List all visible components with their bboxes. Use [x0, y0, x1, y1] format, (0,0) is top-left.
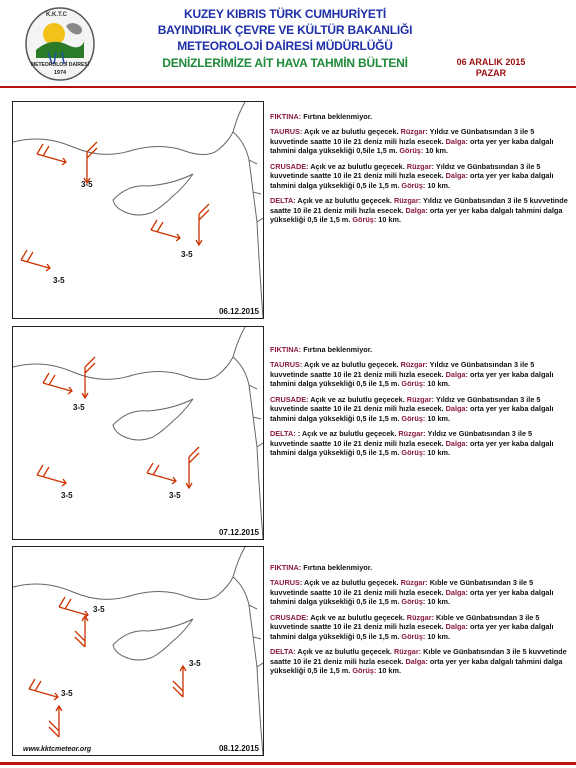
- area-name: DELTA:: [270, 647, 296, 657]
- wind-barb-icon: [29, 679, 58, 700]
- wave-label: Dalga:: [445, 622, 468, 632]
- wind-speed-label: 3-5: [181, 250, 193, 259]
- map-date: 06.12.2015: [218, 307, 259, 316]
- forecast-text-2: [270, 345, 570, 464]
- area-name: DELTA:: [270, 429, 296, 439]
- area-name: CRUSADE:: [270, 612, 309, 622]
- wind-barb-icon: [84, 142, 97, 183]
- forecast-map-3: [12, 546, 264, 756]
- vis-label: Görüş:: [401, 631, 426, 641]
- wave-text: orta yer yer kaba dalgalı tahmini dalga yüksekliği 0,5 ile 1,5 m.: [270, 622, 554, 641]
- wind-barb-icon: [49, 706, 62, 737]
- wind-label: Rüzgar:: [400, 360, 428, 370]
- wind-barb-icon: [59, 597, 88, 618]
- delta-paragraph: [270, 196, 570, 224]
- fiktina-paragraph: [270, 345, 570, 354]
- taurus-paragraph: [270, 127, 570, 155]
- map-date: 08.12.2015: [218, 744, 259, 753]
- wind-barb-icon: [21, 250, 50, 271]
- wave-text: orta yer yer kaba dalgalı tahmini dalga yüksekliği 0,5ile 1,5 m.: [270, 136, 554, 156]
- header-line-1: KUZEY KIBRIS TÜRK CUMHURİYETİ: [184, 7, 386, 21]
- wind-barb-icon: [43, 373, 72, 394]
- area-name: FIKTINA:: [270, 345, 302, 354]
- vis-label: Görüş:: [401, 180, 426, 190]
- wind-label: Rüzgar:: [393, 196, 422, 206]
- map-outline-3: [13, 547, 263, 755]
- wind-text: Yıldız ve Günbatısından 3 ile 5 kuvvetinde saatte 10 ile 21 deniz mili hızla esecek.: [270, 429, 533, 448]
- wind-text: Yıldız ve Günbatısından 3 ile 5 kuvvetinde saatte 10 ile 21 deniz mili hızla esecek.: [270, 394, 541, 414]
- vis-label: Görüş:: [401, 448, 426, 458]
- vis-label: Görüş:: [352, 666, 377, 676]
- delta-paragraph: [270, 429, 570, 457]
- vis-text: 10 km.: [376, 666, 402, 676]
- sky-text: Açık ve az bulutlu geçecek.: [295, 647, 394, 657]
- wind-barb-icon: [147, 463, 176, 484]
- wave-text: orta yer yer kaba dalgalı tahmini dalga yüksekliği 0,5 ile 1,5 m.: [270, 656, 563, 676]
- wave-label: Dalga:: [445, 438, 468, 448]
- sky-text: Açık ve az bulutlu geçecek.: [308, 394, 407, 404]
- area-name: TAURUS:: [270, 127, 303, 137]
- wave-text: orta yer yer kaba dalgalı tahmini dalga yüksekliği 0,5 ile 1,5 m.: [270, 205, 563, 225]
- wind-text: Yıldız ve Günbatısından 3 ile 5 kuvvetinde saatte 10 ile 21 deniz mili hızla esecek.: [270, 196, 568, 215]
- wind-speed-label: 3-5: [61, 689, 73, 698]
- fiktina-paragraph: [270, 112, 570, 121]
- map-date: 07.12.2015: [218, 528, 259, 537]
- wind-text: Kıble ve Günbatısından 3 ile 5 kuvvetinde saatte 10 ile 21 deniz mili hızla esecek.: [270, 612, 540, 632]
- vis-text: 10 km.: [425, 448, 451, 458]
- wind-label: Rüzgar:: [393, 647, 422, 657]
- wind-speed-label: 3-5: [189, 659, 201, 668]
- wind-speed-label: 3-5: [53, 276, 65, 285]
- sky-text: Açık ve az bulutlu geçecek.: [308, 161, 407, 171]
- vis-text: 10 km.: [425, 597, 451, 607]
- wave-text: orta yer yer kaba dalgalı tahmini dalga yüksekliği 0,5 ile 1,5 m.: [270, 438, 554, 458]
- bulletin-date: 06 ARALIK 2015: [456, 57, 526, 67]
- area-text: Fırtına beklenmiyor.: [301, 345, 373, 354]
- logo-bottom-text: METEOROLOJİ DAİRESİ: [30, 62, 90, 68]
- wind-barb-icon: [196, 204, 209, 245]
- taurus-paragraph: [270, 360, 570, 388]
- forecast-map-1: [12, 101, 264, 319]
- wind-speed-label: 3-5: [61, 491, 73, 500]
- wave-label: Dalga:: [445, 587, 468, 597]
- wave-label: Dalga:: [445, 369, 468, 379]
- wind-barb-icon: [173, 666, 186, 697]
- area-name: TAURUS:: [270, 578, 303, 588]
- wind-label: Rüzgar:: [398, 429, 426, 439]
- area-text: Fırtına beklenmiyor.: [301, 112, 373, 121]
- forecast-map-2: [12, 326, 264, 540]
- delta-paragraph: [270, 647, 570, 675]
- header-divider: [0, 86, 576, 88]
- wind-text: Yıldız ve Günbatısından 3 ile 5 kuvvetinde saatte 10 ile 21 deniz mili hızla esecek.: [270, 161, 541, 181]
- wave-label: Dalga:: [405, 656, 428, 666]
- footer-divider: [0, 762, 576, 765]
- forecast-text-1: [270, 112, 570, 231]
- vis-text: 10 km.: [425, 413, 451, 423]
- area-text: Fırtına beklenmiyor.: [301, 563, 373, 572]
- wave-text: orta yer yer kaba dalgalı tahmini dalga yüksekliği 0,5 ile 1,5 m.: [270, 404, 554, 423]
- wind-text: Yıldız ve Günbatısından 3 ile 5 kuvvetinde saatte 10 ile 21 deniz mili hızla esecek.: [270, 360, 535, 379]
- header-line-3: METEOROLOJİ DAİRESİ MÜDÜRLÜĞÜ: [177, 39, 393, 53]
- vis-text: 10 km.: [376, 215, 402, 225]
- sky-text: : Açık ve az bulutlu geçecek.: [295, 429, 399, 439]
- website-link[interactable]: www.kktcmeteor.org: [23, 746, 92, 753]
- taurus-paragraph: [270, 578, 570, 606]
- wave-text: orta yer yer kaba dalgalı tahmini dalga yüksekliği 0,5 ile 1,5 m.: [270, 587, 554, 607]
- area-name: FIKTINA:: [270, 563, 302, 572]
- wave-text: orta yer yer kaba dalgalı tahmini dalga yüksekliği 0,5 ile 1,5 m.: [270, 369, 554, 389]
- wind-barb-icon: [37, 144, 66, 165]
- vis-label: Görüş:: [401, 379, 426, 389]
- wind-label: Rüzgar:: [406, 394, 434, 404]
- wind-speed-label: 3-5: [169, 491, 181, 500]
- vis-text: 10 km.: [425, 631, 451, 641]
- crusade-paragraph: [270, 613, 570, 641]
- sky-text: Açık ve az bulutlu geçecek.: [302, 360, 401, 370]
- area-name: DELTA:: [270, 196, 296, 206]
- wave-label: Dalga:: [445, 171, 468, 181]
- wind-speed-label: 3-5: [81, 180, 93, 189]
- sky-text: Açık ve az bulutlu geçecek.: [308, 612, 407, 622]
- vis-label: Görüş:: [399, 146, 424, 156]
- wind-barb-icon: [151, 220, 180, 241]
- wind-text: Kıble ve Günbatısından 3 ile 5 kuvvetinde saatte 10 ile 21 deniz mili hızla esecek.: [270, 647, 567, 666]
- wind-text: Yıldız ve Günbatısından 3 ile 5 kuvvetinde saatte 10 ile 21 deniz mili hızla esecek.: [270, 127, 535, 146]
- area-name: CRUSADE:: [270, 161, 309, 171]
- sky-text: Açık ve az bulutlu geçecek.: [295, 196, 394, 206]
- bulletin-day: PAZAR: [475, 68, 507, 78]
- wind-label: Rüzgar:: [406, 161, 434, 171]
- wave-text: orta yer yer kaba dalgalı tahmini dalga yüksekliği 0,5 ile 1,5 m.: [270, 171, 554, 190]
- logo: [22, 6, 98, 88]
- wave-label: Dalga:: [405, 205, 428, 215]
- sky-text: Açık ve az bulutlu geçecek.: [302, 578, 401, 588]
- wind-speed-label: 3-5: [73, 403, 85, 412]
- wind-barb-icon: [37, 465, 66, 486]
- logo-year: 1974: [53, 70, 67, 76]
- map-outline-1: [13, 102, 263, 318]
- wave-label: Dalga:: [445, 136, 468, 146]
- area-name: CRUSADE:: [270, 394, 309, 404]
- vis-text: 10 km.: [425, 379, 451, 389]
- bulletin-title: DENİZLERİMİZE AİT HAVA TAHMİN BÜLTENİ: [162, 56, 408, 70]
- sky-text: Açık ve az bulutlu geçecek.: [302, 127, 401, 137]
- header-line-2: BAYINDIRLIK ÇEVRE VE KÜLTÜR BAKANLIĞI: [157, 23, 413, 37]
- vis-text: 10 km.: [425, 180, 451, 190]
- area-name: FIKTINA:: [270, 112, 302, 121]
- vis-label: Görüş:: [401, 597, 426, 607]
- vis-label: Görüş:: [401, 413, 426, 423]
- area-name: TAURUS:: [270, 360, 303, 370]
- wind-barb-icon: [75, 616, 88, 647]
- vis-label: Görüş:: [352, 215, 377, 225]
- wind-text: Kıble ve Günbatısından 3 ile 5 kuvvetinde saatte 10 ile 21 deniz mili hızla esecek.: [270, 578, 534, 597]
- wind-speed-label: 3-5: [93, 605, 105, 614]
- wind-label: Rüzgar:: [400, 578, 428, 588]
- wind-label: Rüzgar:: [400, 127, 428, 137]
- crusade-paragraph: [270, 395, 570, 423]
- fiktina-paragraph: [270, 563, 570, 572]
- vis-text: 10 km.: [423, 146, 449, 156]
- map-outline-2: [13, 327, 263, 539]
- wind-barb-icon: [186, 447, 199, 488]
- crusade-paragraph: [270, 162, 570, 190]
- logo-top-text: K.K.T.C: [46, 12, 67, 18]
- wave-label: Dalga:: [445, 404, 468, 414]
- wind-label: Rüzgar:: [406, 612, 434, 622]
- forecast-text-3: [270, 563, 570, 682]
